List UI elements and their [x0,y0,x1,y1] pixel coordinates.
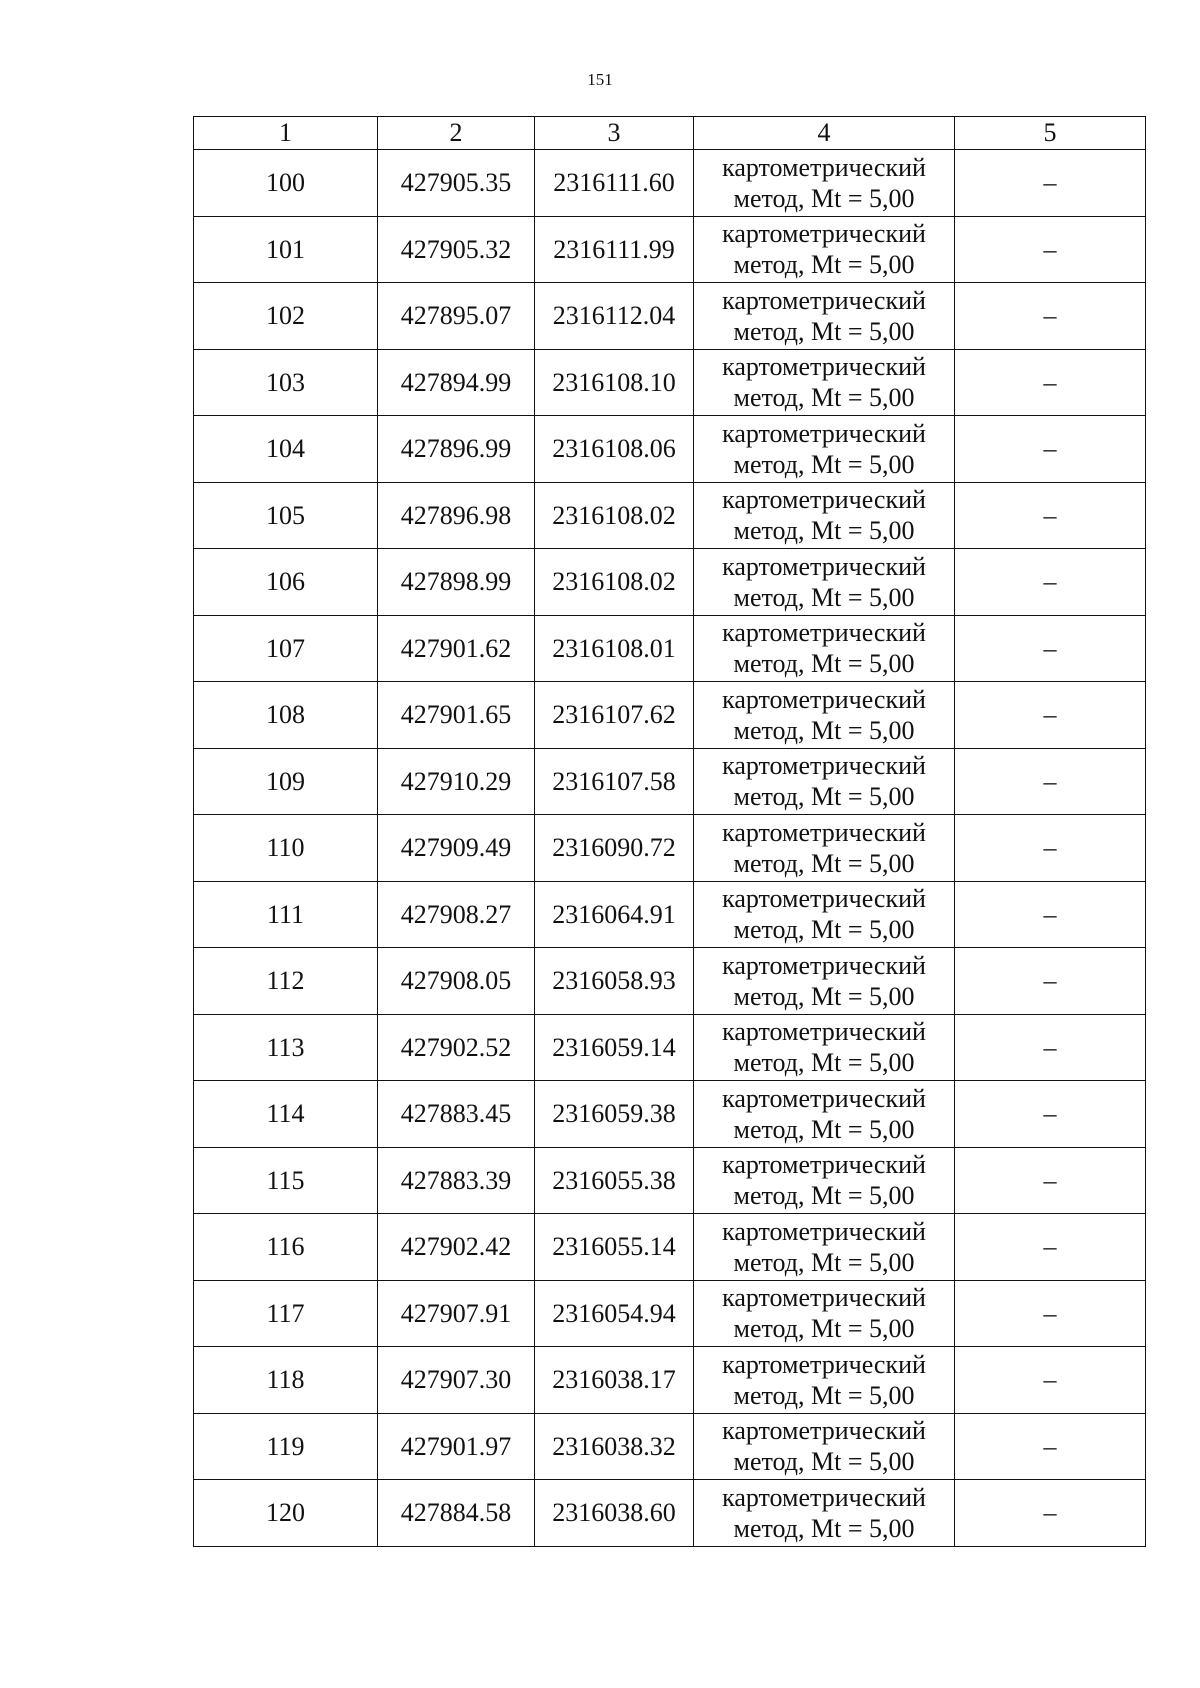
remark-cell: – [955,416,1146,483]
method-line-2: метод, Mt = 5,00 [733,516,915,546]
y-coordinate-cell: 2316059.38 [535,1081,694,1148]
method-line-1: картометрический [722,219,926,249]
y-coordinate-cell: 2316108.10 [535,349,694,416]
method-cell [694,615,955,682]
method-line-2: метод, Mt = 5,00 [733,649,915,679]
table-row [194,1480,1146,1547]
x-coordinate-cell: 427884.58 [378,1480,535,1547]
method-line-1: картометрический [722,352,926,382]
method-line-1: картометрический [722,684,926,714]
remark-cell: – [955,1347,1146,1414]
method-line-2: метод, Mt = 5,00 [733,1314,915,1344]
table-row [194,1147,1146,1214]
method-line-1: картометрический [722,418,926,448]
y-coordinate-cell: 2316059.14 [535,1014,694,1081]
remark-cell: – [955,1480,1146,1547]
x-coordinate-cell: 427905.35 [378,150,535,217]
table-header-row [194,117,1146,150]
y-coordinate-cell: 2316058.93 [535,948,694,1015]
method-cell [694,216,955,283]
point-number-cell: 100 [194,150,378,217]
y-coordinate-cell: 2316108.01 [535,615,694,682]
table-row [194,216,1146,283]
y-coordinate-cell: 2316107.58 [535,748,694,815]
method-line-1: картометрический [722,485,926,515]
method-cell [694,482,955,549]
y-coordinate-cell: 2316108.06 [535,416,694,483]
method-line-1: картометрический [722,1416,926,1446]
method-line-1: картометрический [722,884,926,914]
y-coordinate-cell: 2316111.60 [535,150,694,217]
method-line-2: метод, Mt = 5,00 [733,1048,915,1078]
x-coordinate-cell: 427896.98 [378,482,535,549]
method-line-1: картометрический [722,1150,926,1180]
y-coordinate-cell: 2316111.99 [535,216,694,283]
point-number-cell: 120 [194,1480,378,1547]
x-coordinate-cell: 427908.27 [378,881,535,948]
x-coordinate-cell: 427909.49 [378,815,535,882]
remark-cell: – [955,349,1146,416]
remark-cell: – [955,150,1146,217]
method-cell [694,1347,955,1414]
point-number-cell: 106 [194,549,378,616]
table-row [194,1280,1146,1347]
point-number-cell: 117 [194,1280,378,1347]
method-line-2: метод, Mt = 5,00 [733,1181,915,1211]
method-cell [694,748,955,815]
x-coordinate-cell: 427895.07 [378,283,535,350]
method-line-2: метод, Mt = 5,00 [733,1114,915,1144]
table-row [194,283,1146,350]
point-number-cell: 110 [194,815,378,882]
remark-cell: – [955,1214,1146,1281]
method-cell [694,1413,955,1480]
method-line-2: метод, Mt = 5,00 [733,782,915,812]
page-number: 151 [587,70,613,89]
y-coordinate-cell: 2316107.62 [535,682,694,749]
x-coordinate-cell: 427902.42 [378,1214,535,1281]
table-row [194,615,1146,682]
x-coordinate-cell: 427910.29 [378,748,535,815]
method-cell [694,815,955,882]
table-row [194,815,1146,882]
method-line-1: картометрический [722,751,926,781]
table-row [194,416,1146,483]
table-row [194,150,1146,217]
y-coordinate-cell: 2316038.17 [535,1347,694,1414]
method-line-1: картометрический [722,817,926,847]
x-coordinate-cell: 427902.52 [378,1014,535,1081]
method-line-1: картометрический [722,1017,926,1047]
method-cell [694,549,955,616]
y-coordinate-cell: 2316108.02 [535,482,694,549]
remark-cell: – [955,1014,1146,1081]
y-coordinate-cell: 2316090.72 [535,815,694,882]
method-cell [694,150,955,217]
point-number-cell: 108 [194,682,378,749]
point-number-cell: 102 [194,283,378,350]
remark-cell: – [955,1147,1146,1214]
point-number-cell: 111 [194,881,378,948]
column-header-5: 5 [955,117,1146,150]
table-row [194,748,1146,815]
y-coordinate-cell: 2316108.02 [535,549,694,616]
method-cell [694,1280,955,1347]
point-number-cell: 112 [194,948,378,1015]
method-line-1: картометрический [722,285,926,315]
point-number-cell: 104 [194,416,378,483]
table-row [194,549,1146,616]
y-coordinate-cell: 2316055.38 [535,1147,694,1214]
y-coordinate-cell: 2316055.14 [535,1214,694,1281]
table-row [194,682,1146,749]
method-cell [694,416,955,483]
method-line-1: картометрический [722,1083,926,1113]
method-cell [694,1014,955,1081]
method-line-1: картометрический [722,1349,926,1379]
method-line-1: картометрический [722,1283,926,1313]
method-cell [694,283,955,350]
x-coordinate-cell: 427905.32 [378,216,535,283]
method-line-2: метод, Mt = 5,00 [733,316,915,346]
y-coordinate-cell: 2316112.04 [535,283,694,350]
method-line-1: картометрический [722,1216,926,1246]
method-line-2: метод, Mt = 5,00 [733,715,915,745]
x-coordinate-cell: 427901.62 [378,615,535,682]
method-cell [694,1081,955,1148]
remark-cell: – [955,1280,1146,1347]
point-number-cell: 105 [194,482,378,549]
method-line-2: метод, Mt = 5,00 [733,1447,915,1477]
x-coordinate-cell: 427901.97 [378,1413,535,1480]
y-coordinate-cell: 2316038.60 [535,1480,694,1547]
table-row [194,1014,1146,1081]
column-header-1: 1 [194,117,378,150]
method-cell [694,948,955,1015]
table-row [194,1413,1146,1480]
table-row [194,349,1146,416]
point-number-cell: 109 [194,748,378,815]
table-row [194,948,1146,1015]
remark-cell: – [955,748,1146,815]
point-number-cell: 119 [194,1413,378,1480]
method-line-2: метод, Mt = 5,00 [733,449,915,479]
x-coordinate-cell: 427907.30 [378,1347,535,1414]
x-coordinate-cell: 427894.99 [378,349,535,416]
method-line-1: картометрический [722,950,926,980]
remark-cell: – [955,283,1146,350]
remark-cell: – [955,1081,1146,1148]
y-coordinate-cell: 2316038.32 [535,1413,694,1480]
table-row [194,1347,1146,1414]
method-cell [694,1214,955,1281]
table-row [194,482,1146,549]
method-line-2: метод, Mt = 5,00 [733,1513,915,1543]
table-body [194,150,1146,1547]
point-number-cell: 115 [194,1147,378,1214]
remark-cell: – [955,615,1146,682]
point-number-cell: 113 [194,1014,378,1081]
method-cell [694,1480,955,1547]
x-coordinate-cell: 427883.39 [378,1147,535,1214]
method-line-2: метод, Mt = 5,00 [733,383,915,413]
point-number-cell: 107 [194,615,378,682]
point-number-cell: 114 [194,1081,378,1148]
method-cell [694,349,955,416]
x-coordinate-cell: 427901.65 [378,682,535,749]
method-line-2: метод, Mt = 5,00 [733,848,915,878]
x-coordinate-cell: 427896.99 [378,416,535,483]
remark-cell: – [955,881,1146,948]
remark-cell: – [955,216,1146,283]
method-line-1: картометрический [722,152,926,182]
column-header-3: 3 [535,117,694,150]
method-cell [694,682,955,749]
remark-cell: – [955,815,1146,882]
y-coordinate-cell: 2316064.91 [535,881,694,948]
method-line-2: метод, Mt = 5,00 [733,250,915,280]
remark-cell: – [955,549,1146,616]
method-cell [694,1147,955,1214]
method-cell [694,881,955,948]
point-number-cell: 116 [194,1214,378,1281]
table-row [194,1214,1146,1281]
remark-cell: – [955,482,1146,549]
method-line-1: картометрический [722,551,926,581]
remark-cell: – [955,682,1146,749]
x-coordinate-cell: 427908.05 [378,948,535,1015]
method-line-2: метод, Mt = 5,00 [733,582,915,612]
method-line-2: метод, Mt = 5,00 [733,915,915,945]
y-coordinate-cell: 2316054.94 [535,1280,694,1347]
method-line-1: картометрический [722,618,926,648]
column-header-4: 4 [694,117,955,150]
point-number-cell: 118 [194,1347,378,1414]
x-coordinate-cell: 427907.91 [378,1280,535,1347]
column-header-2: 2 [378,117,535,150]
method-line-2: метод, Mt = 5,00 [733,1380,915,1410]
table-row [194,881,1146,948]
coordinates-table [193,116,1146,1547]
x-coordinate-cell: 427883.45 [378,1081,535,1148]
table-row [194,1081,1146,1148]
point-number-cell: 103 [194,349,378,416]
method-line-2: метод, Mt = 5,00 [733,183,915,213]
x-coordinate-cell: 427898.99 [378,549,535,616]
remark-cell: – [955,948,1146,1015]
remark-cell: – [955,1413,1146,1480]
point-number-cell: 101 [194,216,378,283]
method-line-2: метод, Mt = 5,00 [733,1247,915,1277]
method-line-1: картометрический [722,1482,926,1512]
method-line-2: метод, Mt = 5,00 [733,981,915,1011]
